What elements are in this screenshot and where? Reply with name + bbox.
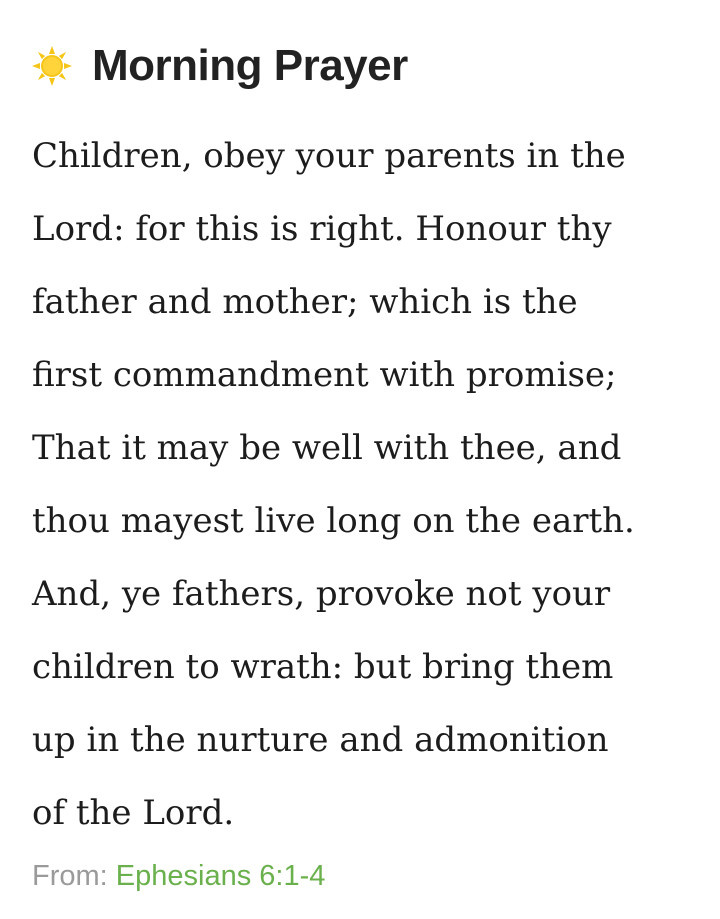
- verse-source: [32, 860, 325, 893]
- verse-line: That it may be well with thee, and: [32, 428, 622, 468]
- verse-line: up in the nurture and admonition: [32, 720, 609, 760]
- verse-line: Lord: for this is right. Honour thy: [32, 209, 612, 249]
- page-title: Morning Prayer: [92, 41, 408, 90]
- prayer-header: [32, 38, 408, 94]
- verse-line: of the Lord.: [32, 793, 235, 833]
- verse-line: father and mother; which is the: [32, 282, 578, 322]
- verse-line: first commandment with promise;: [32, 355, 617, 395]
- verse-text: [32, 120, 692, 850]
- verse-line: And, ye fathers, provoke not your: [32, 574, 611, 614]
- verse-line: thou mayest live long on the earth.: [32, 501, 635, 541]
- verse-line: children to wrath: but bring them: [32, 647, 614, 687]
- source-label: From:: [32, 860, 116, 892]
- scripture-reference-link[interactable]: Ephesians 6:1-4: [115, 860, 326, 892]
- verse-line: Children, obey your parents in the: [32, 136, 626, 176]
- sun-icon: [32, 46, 72, 86]
